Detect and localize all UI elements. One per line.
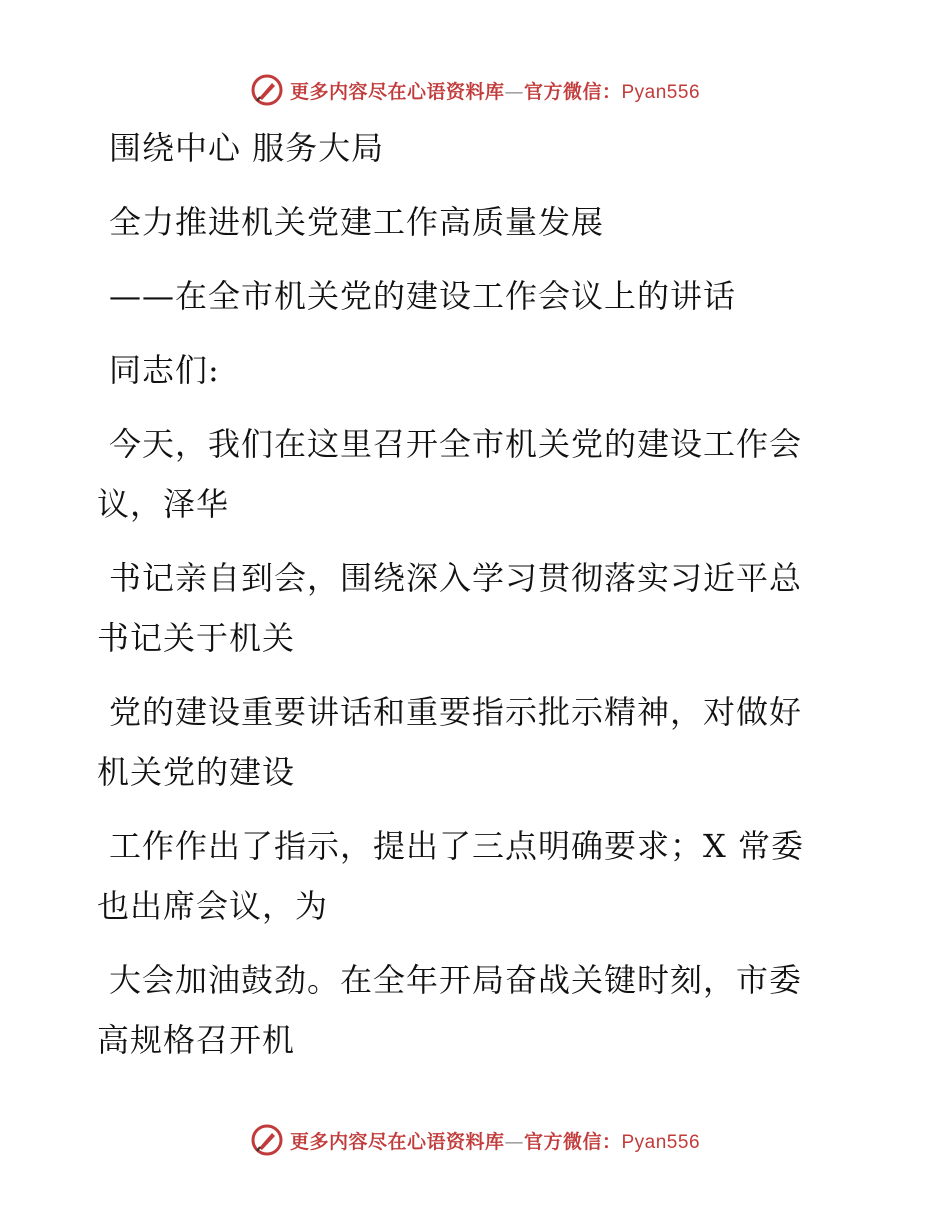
paragraph-line: 党的建设重要讲话和重要指示批示精神，对做好 [109,693,803,731]
paragraph-line: 高规格召开机 [97,1021,296,1059]
quill-logo-icon [250,1123,284,1157]
footer-watermark [0,1120,950,1160]
paragraph-line: 书记关于机关 [97,619,296,657]
watermark-text: 更多内容尽在心语资料库—官方微信：Pyan556 [289,1130,701,1153]
paragraph-line: 议，泽华 [97,485,230,523]
doc-title-line-2: 全力推进机关党建工作高质量发展 [109,203,605,241]
quill-logo-icon [250,73,284,107]
document-body [97,118,832,1070]
header-watermark [0,70,950,110]
paragraph-line: 也出席会议，为 [97,887,329,925]
paragraph-line: 大会加油鼓劲。在全年开局奋战关键时刻，市委 [109,961,803,999]
watermark-text: 更多内容尽在心语资料库—官方微信：Pyan556 [289,80,701,103]
paragraph-line: 机关党的建设 [97,753,296,791]
doc-subtitle: ——在全市机关党的建设工作会议上的讲话 [109,277,737,315]
salutation: 同志们: [109,351,220,389]
paragraph-line: 今天，我们在这里召开全市机关党的建设工作会 [109,425,803,463]
paragraph-line: 工作作出了指示，提出了三点明确要求；X 常委 [109,827,804,865]
paragraph-line: 书记亲自到会，围绕深入学习贯彻落实习近平总 [109,559,803,597]
doc-title-line-1: 围绕中心 服务大局 [109,129,385,167]
